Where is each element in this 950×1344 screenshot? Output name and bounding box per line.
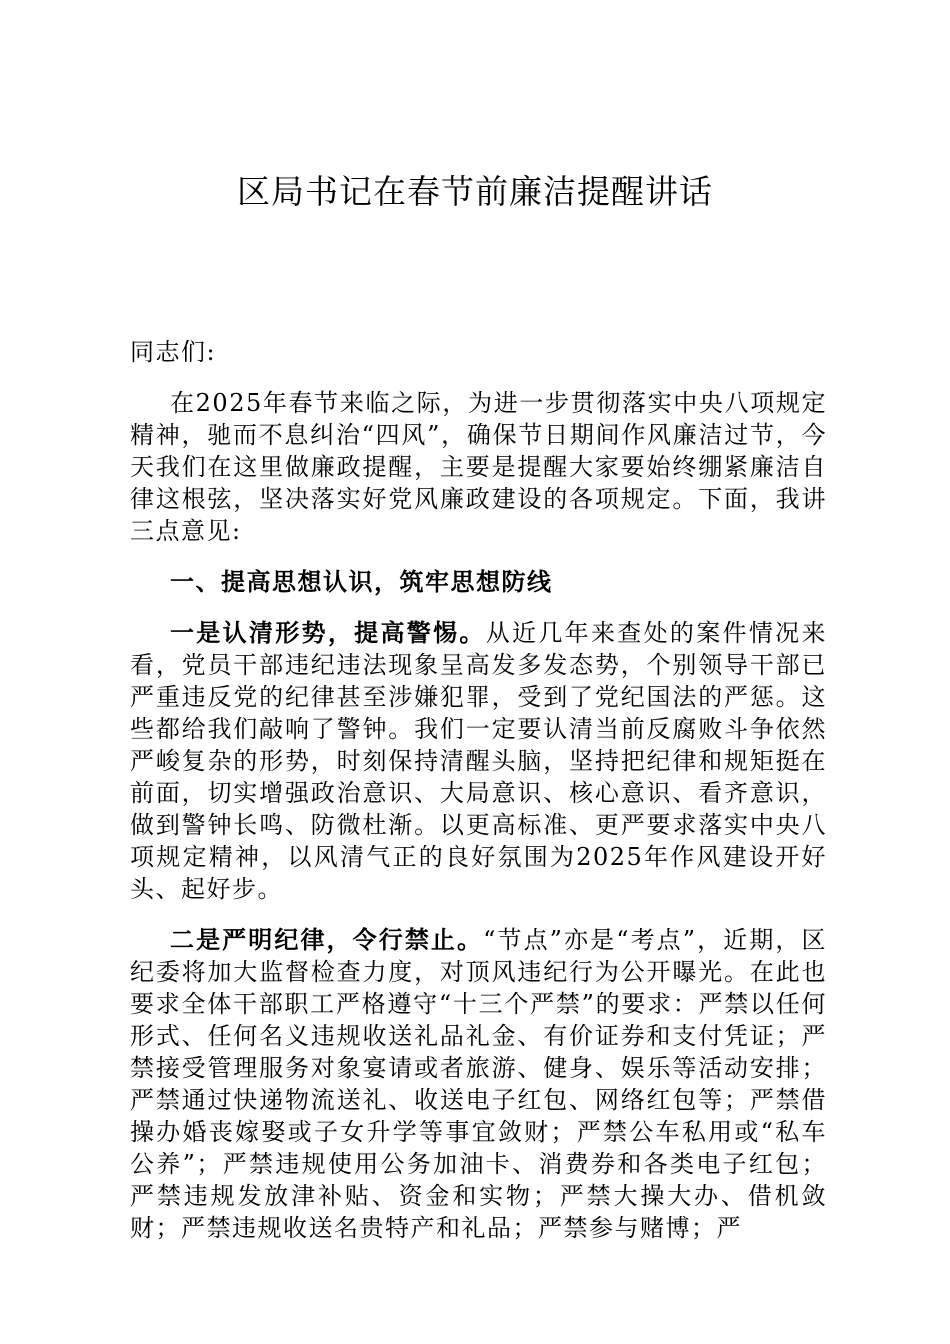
section-heading: 一、提高思想认识，筑牢思想防线 [170,567,553,596]
document-body [130,336,827,1263]
document-title: 区局书记在春节前廉洁提醒讲话 [237,172,713,211]
intro-paragraph: 在2025年春节来临之际，为进一步贯彻落实中央八项规定精神，驰而不息纠治“四风”，确保节日期间作风廉洁过节，今天我们在这里做廉政提醒，主要是提醒大家要始终绷紧廉洁自律这根弦，坚决落实好党风廉政建设的各项规定。下面，我讲三点意见: [130,389,827,545]
paragraph-lead: 二是严明纪律，令行禁止。 [170,925,484,954]
body-paragraph [130,924,827,1244]
paragraph-text: “节点”亦是“考点”，近期，区纪委将加大监督检查力度，对顶风违纪行为公开曝光。在此也要求全体干部职工严格遵守“十三个严禁”的要求：严禁以任何形式、任何名义违规收送礼品礼金、有价证券和支付凭证；严禁接受管理服务对象宴请或者旅游、健身、娱乐等活动安排；严禁通过快递物流送礼、收送电子红包、网络红包等；严禁借操办婚丧嫁娶或子女升学等事宜敛财；严禁公车私用或“私车公养”；严禁违规使用公务加油卡、消费券和各类电子红包；严禁违规发放津补贴、资金和实物；严禁大操大办、借机敛财；严禁违规收送名贵特产和礼品；严禁参与赌博；严 [130,926,828,1242]
salutation: 同志们: [130,338,217,366]
paragraph-lead: 一是认清形势，提高警惕。 [170,618,486,647]
paragraph-text: 从近几年来查处的案件情况来看，党员干部违纪违法现象呈高发多发态势，个别领导干部已严重违反党的纪律甚至涉嫌犯罪，受到了党纪国法的严惩。这些都给我们敲响了警钟。我们一定要认清当前反腐败斗争依然严峻复杂的形势，时刻保持清醒头脑，坚持把纪律和规矩挺在前面，切实增强政治意识、大局意识、核心意识、看齐意识，做到警钟长鸣、防微杜渐。以更高标准、更严要求落实中央八项规定精神，以风清气正的良好氛围为2025年作风建设开好头、起好步。 [130,619,827,903]
body-paragraph [130,617,827,905]
